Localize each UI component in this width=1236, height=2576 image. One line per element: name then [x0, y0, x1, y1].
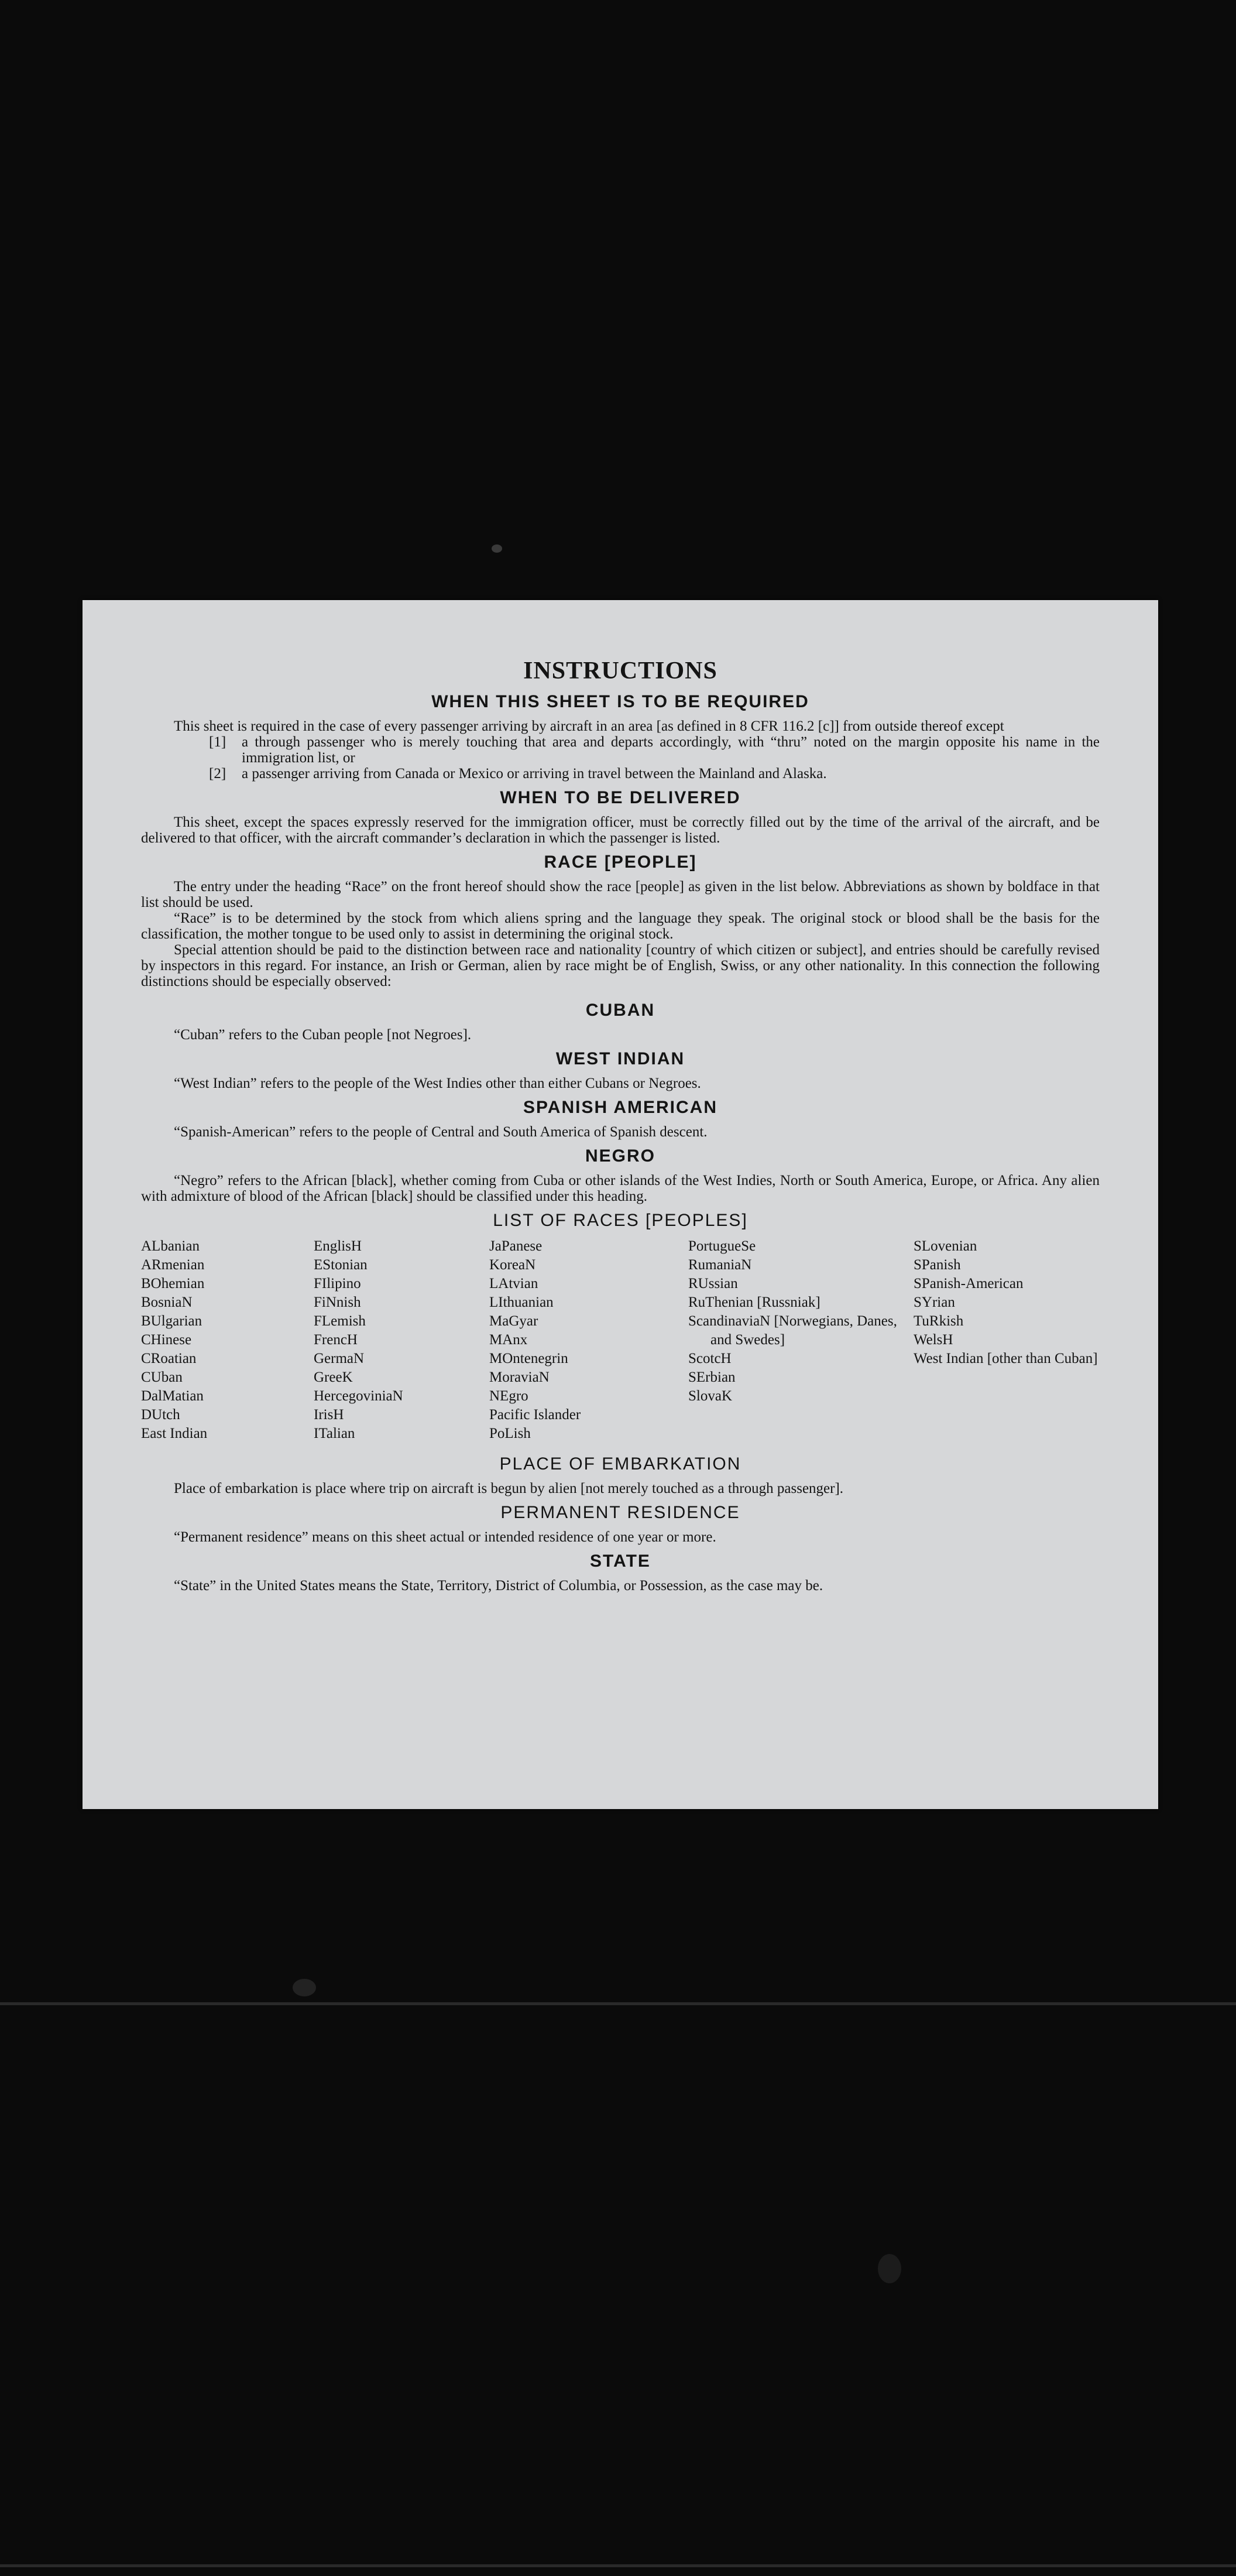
race-entry: ARmenian [141, 1257, 205, 1273]
race-entry: SYrian [914, 1294, 955, 1310]
race-entry: DalMatian [141, 1388, 204, 1404]
race-entry: TuRkish [914, 1313, 964, 1329]
background-scan-band [0, 2564, 1236, 2567]
race-entry: RumaniaN [688, 1257, 752, 1273]
race-entry: FIlipino [314, 1276, 361, 1292]
race-entry: GreeK [314, 1369, 353, 1385]
section-heading-race: RACE [PEOPLE] [544, 852, 697, 872]
race-entry: GermaN [314, 1351, 365, 1366]
permanent-residence-text: “Permanent residence” means on this sheet actual or intended residence of one year or more. [174, 1529, 716, 1545]
exception-text: a passenger arriving from Canada or Mexico or arriving in travel between the Mainland and Alaska. [242, 766, 827, 782]
race-entry: SlovaK [688, 1388, 732, 1404]
race-entry: ScandinaviaN [Norwegians, Danes, and Swedes] [688, 1313, 897, 1348]
west-indian-text: “West Indian” refers to the people of the West Indies other than either Cubans or Negroes. [174, 1075, 701, 1091]
race-entry: FLemish [314, 1313, 366, 1329]
race-entry: RUssian [688, 1276, 738, 1292]
races-column [314, 1237, 489, 1443]
race-entry: DUtch [141, 1407, 180, 1423]
race-entry: MoraviaN [489, 1369, 550, 1385]
exception-item [209, 766, 1100, 782]
races-column [141, 1237, 314, 1443]
background-scan-band [0, 2002, 1236, 2005]
race-entry: NEgro [489, 1388, 528, 1404]
race-entry: KoreaN [489, 1257, 536, 1273]
background-speck [492, 544, 502, 553]
race-paragraph: “Race” is to be determined by the stock from which aliens spring and the language they speak. The original stock or blood shall be the basis for the classification, the mother tongue to be used only to assist in determining the original stock. [141, 910, 1100, 942]
section-heading-negro: NEGRO [585, 1146, 655, 1166]
races-column [688, 1237, 914, 1443]
race-entry: JaPanese [489, 1238, 543, 1254]
race-entry: ITalian [314, 1426, 355, 1441]
race-entry: SPanish-American [914, 1276, 1024, 1292]
race-entry: MAnx [489, 1332, 528, 1348]
section-heading-spanish-american: SPANISH AMERICAN [523, 1098, 717, 1117]
races-column [914, 1237, 1100, 1443]
race-paragraph: The entry under the heading “Race” on the front hereof should show the race [people] as given in the list below. Abbreviations as shown by boldface in that list should be used. [141, 879, 1100, 910]
race-entry: MOntenegrin [489, 1351, 568, 1366]
race-entry: LIthuanian [489, 1294, 554, 1310]
section-heading-west-indian: WEST INDIAN [555, 1049, 685, 1068]
race-entry: CHinese [141, 1332, 192, 1348]
race-entry: HercegoviniaN [314, 1388, 403, 1404]
section-required-intro: This sheet is required in the case of every passenger arriving by aircraft in an area [as defined in 8 CFR 116.2 [c]] from outside thereof except [174, 718, 1004, 734]
race-entry: ScotcH [688, 1351, 732, 1366]
exception-number: [1] [209, 734, 226, 750]
background-speck [878, 2254, 901, 2283]
race-entry: Pacific Islander [489, 1407, 581, 1423]
exception-item [209, 734, 1100, 766]
race-entry: BUlgarian [141, 1313, 202, 1329]
spanish-american-text: “Spanish-American” refers to the people of Central and South America of Spanish descent. [174, 1124, 708, 1140]
race-entry: IrisH [314, 1407, 344, 1423]
race-entry: BOhemian [141, 1276, 205, 1292]
race-entry: SPanish [914, 1257, 961, 1273]
races-column [489, 1237, 688, 1443]
race-entry: FrencH [314, 1332, 358, 1348]
exception-number: [2] [209, 766, 226, 782]
section-heading-cuban: CUBAN [585, 1001, 655, 1020]
page-title: INSTRUCTIONS [523, 657, 717, 684]
section-heading-embarkation: PLACE OF EMBARKATION [499, 1454, 741, 1474]
exception-text: a through passenger who is merely touching that area and departs accordingly, with “thru” noted on the margin opposite his name in the immigration list, or [242, 734, 1100, 766]
race-entry: FiNnish [314, 1294, 361, 1310]
race-entry: RuThenian [Russniak] [688, 1294, 820, 1310]
races-list-heading: LIST OF RACES [PEOPLES] [493, 1211, 748, 1230]
race-entry: EnglisH [314, 1238, 362, 1254]
race-paragraph: Special attention should be paid to the distinction between race and nationality [country of which citizen or subject], and entries should be carefully revised by inspectors in this regard. For instance, an Irish or German, alien by race might be of English, Swiss, or any other nationality. In this connection the following distinctions should be especially observed: [141, 942, 1100, 989]
race-entry: East Indian [141, 1426, 208, 1441]
race-entry: PortugueSe [688, 1238, 756, 1254]
state-text: “State” in the United States means the State, Territory, District of Columbia, or Possession, as the case may be. [174, 1578, 823, 1594]
race-entry: EStonian [314, 1257, 368, 1273]
section-heading-state: STATE [590, 1551, 651, 1571]
race-entry: MaGyar [489, 1313, 538, 1329]
cuban-text: “Cuban” refers to the Cuban people [not Negroes]. [174, 1027, 472, 1043]
race-entry: WelsH [914, 1332, 953, 1348]
race-entry: West Indian [other than Cuban] [914, 1351, 1098, 1366]
section-heading-delivered: WHEN TO BE DELIVERED [500, 788, 741, 807]
race-entry: CUban [141, 1369, 183, 1385]
race-entry: SLovenian [914, 1238, 977, 1254]
race-entry: BosniaN [141, 1294, 193, 1310]
section-heading-permanent-residence: PERMANENT RESIDENCE [500, 1503, 740, 1522]
races-list [141, 1237, 1100, 1443]
race-entry: LAtvian [489, 1276, 538, 1292]
section-heading-required: WHEN THIS SHEET IS TO BE REQUIRED [431, 692, 809, 711]
instruction-content [141, 656, 1100, 1594]
section-delivered-text: This sheet, except the spaces expressly reserved for the immigration officer, must be correctly filled out by the time of the arrival of the aircraft, and be delivered to that officer, with the aircraft commander’s declaration in which the passenger is listed. [141, 814, 1100, 846]
race-entry: ALbanian [141, 1238, 200, 1254]
background-speck [293, 1979, 316, 1996]
race-entry: CRoatian [141, 1351, 197, 1366]
race-entry: SErbian [688, 1369, 736, 1385]
instruction-sheet [83, 600, 1158, 1809]
embarkation-text: Place of embarkation is place where trip on aircraft is begun by alien [not merely touched as a through passenger]. [174, 1481, 844, 1496]
negro-text: “Negro” refers to the African [black], whether coming from Cuba or other islands of the West Indies, North or South America, Europe, or Africa. Any alien with admixture of blood of the African [black] should be classified under this heading. [141, 1173, 1100, 1204]
race-entry: PoLish [489, 1426, 531, 1441]
